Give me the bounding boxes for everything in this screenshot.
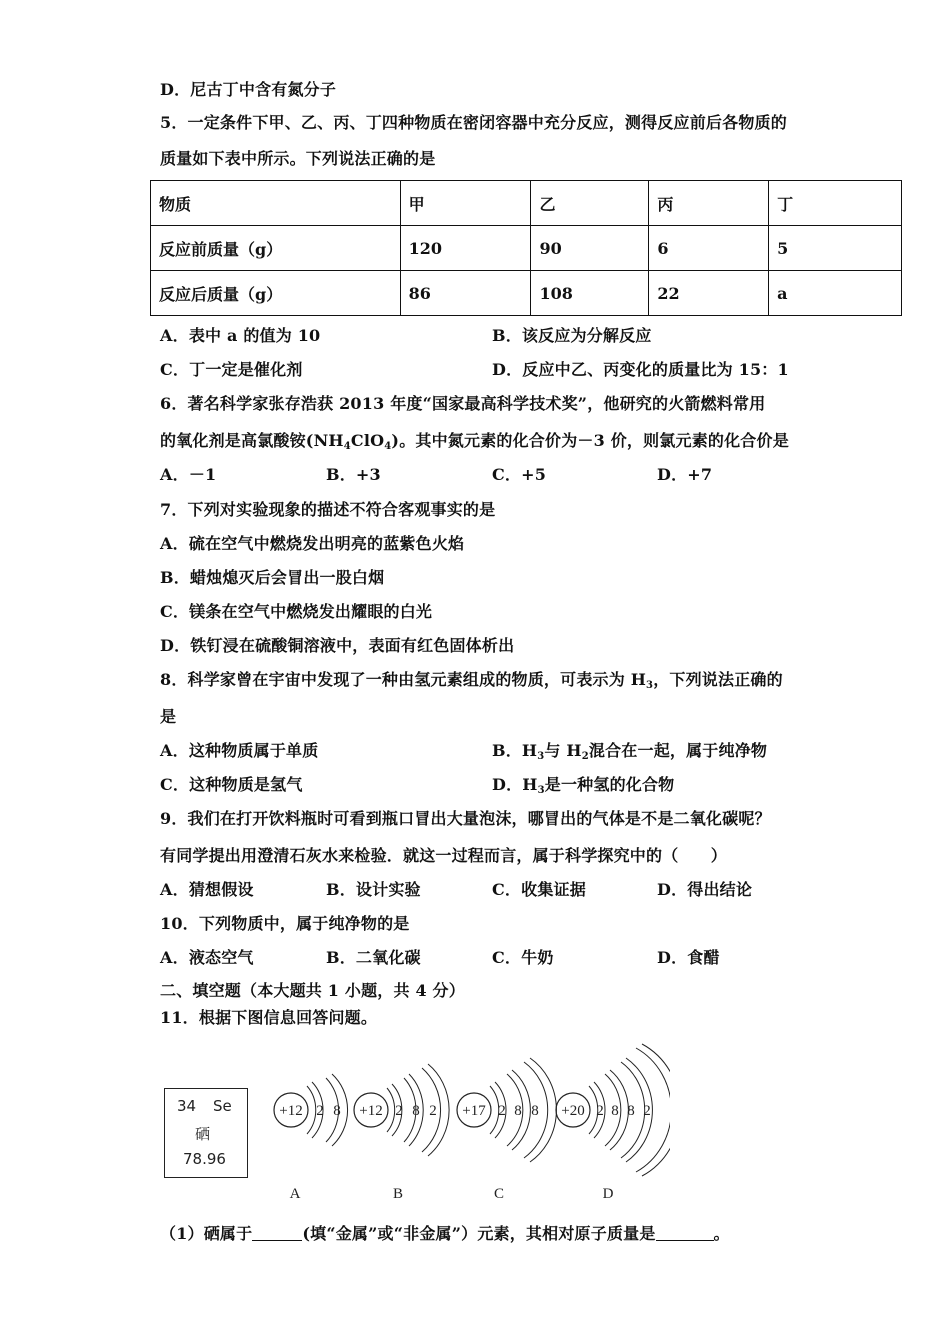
q5-stem-line1: 5．一定条件下甲、乙、丙、丁四种物质在密闭容器中充分反应，测得反应前后各物质的 xyxy=(160,113,787,132)
nucleus-charge: +17 xyxy=(462,1103,486,1119)
shell-electrons: 8 xyxy=(412,1103,420,1119)
table-cell: 90 xyxy=(531,226,649,271)
atomic-mass: 78.96 xyxy=(183,1150,226,1168)
atom-label: C xyxy=(493,1186,505,1202)
table-cell: 丁 xyxy=(769,181,902,226)
section-heading: 二、填空题（本大题共 1 小题，共 4 分） xyxy=(160,981,465,1000)
shell-electrons: 8 xyxy=(514,1103,522,1119)
q7-option-d: D．铁钉浸在硫酸铜溶液中，表面有红色固体析出 xyxy=(160,636,515,655)
q10-option-d: D．食醋 xyxy=(657,948,720,967)
shell-electrons: 8 xyxy=(531,1103,539,1119)
q8-option-a: A．这种物质属于单质 xyxy=(160,741,319,760)
table-cell: 反应前质量（g） xyxy=(151,226,401,271)
q8-option-d: D．$H_3$是一种氢的化合物 xyxy=(492,775,675,796)
element-symbol: Se xyxy=(213,1097,232,1115)
atom-structure-a xyxy=(274,1074,348,1202)
q6-option-c: C．+5 xyxy=(492,465,547,484)
shell-electrons: 2 xyxy=(498,1103,506,1119)
q9-option-d: D．得出结论 xyxy=(657,880,753,899)
q5-option-a: A．表中 a 的值为 10 xyxy=(160,326,321,345)
table-cell: 22 xyxy=(649,271,769,316)
q11-stem: 11．根据下图信息回答问题。 xyxy=(160,1008,378,1027)
table-cell: 120 xyxy=(400,226,531,271)
q11-figure xyxy=(150,1038,670,1208)
q6-stem-line2: 的氧化剂是高氯酸铵$(NH_4ClO_4)$。其中氮元素的化合价为－3 价，则氯元素的化合价是 xyxy=(160,431,789,452)
atom-structure-b xyxy=(354,1064,449,1202)
atom-structure-d xyxy=(556,1044,670,1202)
table-cell: 86 xyxy=(400,271,531,316)
shell-electrons: 8 xyxy=(333,1103,341,1119)
q10-option-c: C．牛奶 xyxy=(492,948,554,967)
q8-stem-line1: 8．科学家曾在宇宙中发现了一种由氢元素组成的物质，可表示为 $H_3$，下列说法正确的 xyxy=(160,670,783,691)
answer-blank[interactable] xyxy=(252,1226,302,1241)
q7-stem: 7．下列对实验现象的描述不符合客观事实的是 xyxy=(160,500,496,519)
q4-option-d: D．尼古丁中含有氮分子 xyxy=(160,80,337,99)
shell-arcs xyxy=(636,1044,670,1176)
q6-option-d: D．+7 xyxy=(657,465,713,484)
q9-option-b: B．设计实验 xyxy=(326,880,421,899)
shell-electrons: 8 xyxy=(611,1103,619,1119)
shell-electrons: 8 xyxy=(627,1103,635,1119)
q8-option-c: C．这种物质是氢气 xyxy=(160,775,303,794)
shell-electrons: 2 xyxy=(395,1103,403,1119)
atom-label: B xyxy=(392,1186,404,1202)
answer-blank[interactable] xyxy=(656,1226,714,1241)
shell-electrons: 2 xyxy=(643,1103,651,1119)
table-header-row xyxy=(151,181,902,226)
q6-option-a: A．－1 xyxy=(160,465,217,484)
q7-option-c: C．镁条在空气中燃烧发出耀眼的白光 xyxy=(160,602,433,621)
q9-option-c: C．收集证据 xyxy=(492,880,586,899)
q10-stem: 10．下列物质中，属于纯净物的是 xyxy=(160,914,410,933)
q5-mass-table xyxy=(150,180,902,316)
table-row xyxy=(151,271,902,316)
q10-option-a: A．液态空气 xyxy=(160,948,254,967)
table-cell: 6 xyxy=(649,226,769,271)
table-cell: 甲 xyxy=(400,181,531,226)
q6-option-b: B．+3 xyxy=(326,465,381,484)
q5-option-d: D．反应中乙、丙变化的质量比为 15：1 xyxy=(492,360,789,379)
nucleus-charge: +12 xyxy=(279,1103,303,1119)
nucleus-charge: +12 xyxy=(359,1103,383,1119)
q6-stem-line1: 6．著名科学家张存浩获 2013 年度“国家最高科学技术奖”，他研究的火箭燃料常用 xyxy=(160,394,766,413)
q8-option-b: B．$H_3$与 $H_2$混合在一起，属于纯净物 xyxy=(492,741,768,762)
table-cell: 5 xyxy=(769,226,902,271)
shell-arcs xyxy=(524,1058,556,1162)
q5-option-b: B．该反应为分解反应 xyxy=(492,326,652,345)
shell-electrons: 2 xyxy=(316,1103,324,1119)
q7-option-b: B．蜡烛熄灭后会冒出一股白烟 xyxy=(160,568,385,587)
table-cell: 乙 xyxy=(531,181,649,226)
element-name: 硒 xyxy=(195,1125,211,1143)
q5-option-c: C．丁一定是催化剂 xyxy=(160,360,303,379)
q9-stem-line1: 9．我们在打开饮料瓶时可看到瓶口冒出大量泡沫，哪冒出的气体是不是二氧化碳呢？ xyxy=(160,809,771,828)
atom-label: D xyxy=(602,1186,614,1202)
atom-label: A xyxy=(289,1186,301,1202)
q8-stem-line2: 是 xyxy=(160,707,177,726)
table-cell: 丙 xyxy=(649,181,769,226)
table-cell: a xyxy=(769,271,902,316)
atom-diagrams xyxy=(150,1038,670,1208)
shell-electrons: 2 xyxy=(596,1103,604,1119)
q10-option-b: B．二氧化碳 xyxy=(326,948,421,967)
q9-option-a: A．猜想假设 xyxy=(160,880,254,899)
shell-electrons: 2 xyxy=(429,1103,437,1119)
atom-structure-c xyxy=(457,1058,556,1202)
table-row xyxy=(151,226,902,271)
table-cell: 反应后质量（g） xyxy=(151,271,401,316)
q7-option-a: A．硫在空气中燃烧发出明亮的蓝紫色火焰 xyxy=(160,534,465,553)
q11-sub1: （1）硒属于 (填“金属”或“非金属”）元素，其相对原子质量是 。 xyxy=(160,1224,730,1243)
q5-stem-line2: 质量如下表中所示。下列说法正确的是 xyxy=(160,149,436,168)
nucleus-charge: +20 xyxy=(561,1103,585,1119)
table-cell: 物质 xyxy=(151,181,401,226)
q9-stem-line2: 有同学提出用澄清石灰水来检验．就这一过程而言，属于科学探究中的（ ） xyxy=(160,846,728,865)
atomic-number: 34 xyxy=(177,1097,197,1115)
table-cell: 108 xyxy=(531,271,649,316)
